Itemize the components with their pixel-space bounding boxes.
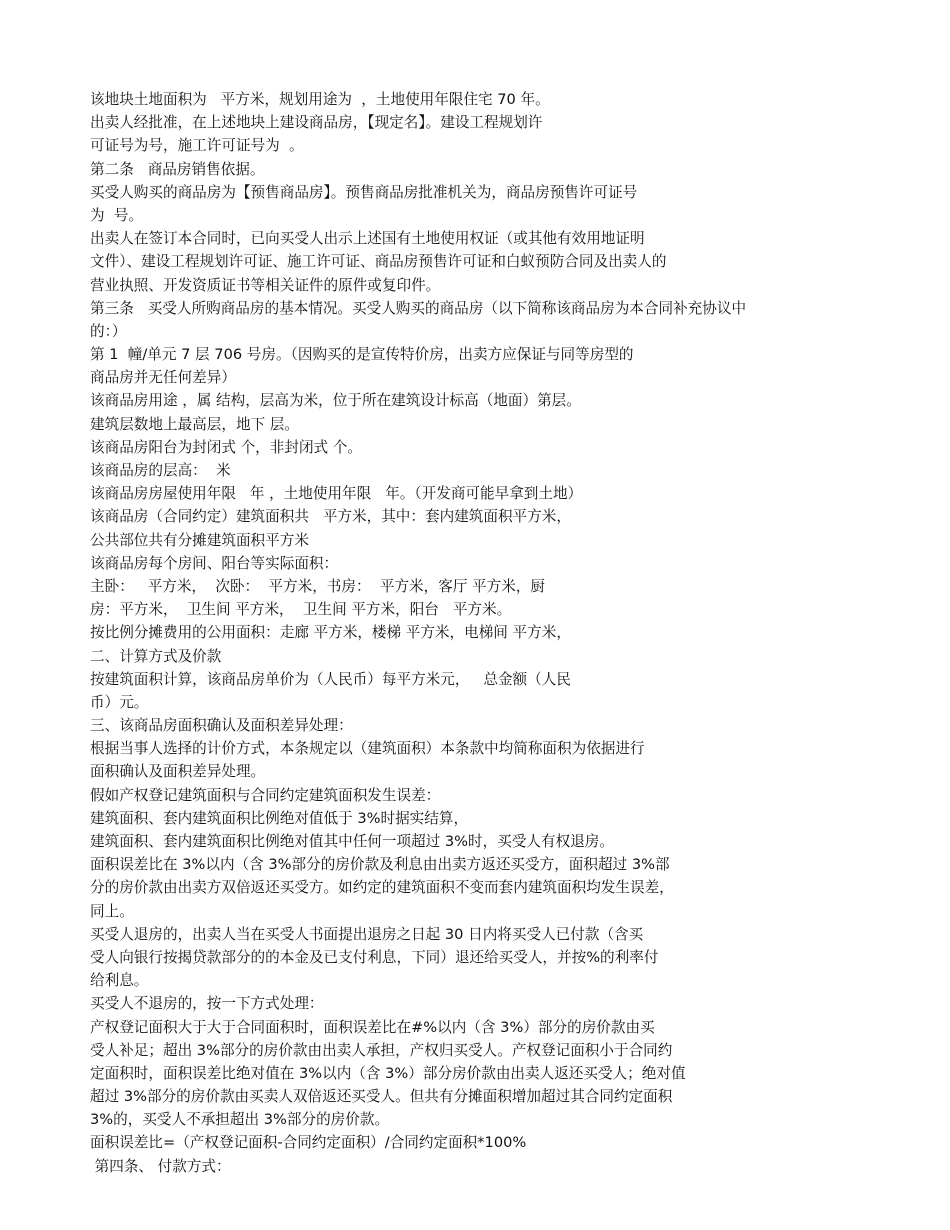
text-line: 商品房并无任何差异） (90, 369, 236, 387)
text-line: 定面积时，面积误差比绝对值在 3%以内（含 3%）部分房价款由出卖人返还买受人；绝对值 (90, 1064, 686, 1082)
text-line: 买受人不退房的，按一下方式处理： (90, 995, 324, 1013)
text-line: 面积确认及面积差异处理。 (90, 763, 266, 781)
text-line: 出卖人在签订本合同时，已向买受人出示上述国有土地使用权证（或其他有效用地证明 (90, 230, 645, 248)
section-heading: 第三条 买受人所购商品房的基本情况。买受人购买的商品房（以下简称该商品房为本合同补充协议中 (90, 299, 747, 317)
text-line: 受人向银行按揭贷款部分的的本金及已支付利息，下同）退还给买受人，并按%的利率付 (90, 948, 659, 966)
text-line: 公共部位共有分摊建筑面积平方米 (90, 531, 309, 549)
text-line: 超过 3%部分的房价款由买卖人双倍返还买受人。但共有分摊面积增加超过其合同约定面积 (90, 1088, 673, 1106)
section-heading: 第四条、 付款方式： (90, 1157, 231, 1175)
text-line: 建筑面积、套内建筑面积比例绝对值低于 3%时据实结算， (90, 809, 469, 827)
text-line: 该地块土地面积为 平方米，规划用途为 ，土地使用年限住宅 70 年。 (90, 91, 550, 108)
text-line: 假如产权登记建筑面积与合同约定建筑面积发生误差： (90, 786, 441, 804)
text-line: 该商品房用途 ，属 结构，层高为米，位于所在建筑设计标高（地面）第层。 (90, 392, 581, 410)
text-line: 该商品房房屋使用年限 年 ，土地使用年限 年。（开发商可能早拿到土地） (90, 485, 583, 503)
text-line: 为 号。 (90, 206, 144, 224)
text-line: 给利息。 (90, 972, 149, 990)
section-heading: 二、计算方式及价款 (90, 647, 222, 665)
text-line: 该商品房每个房间、阳台等实际面积： (90, 554, 339, 572)
text-line: 分的房价款由出卖方双倍返还买受方。如约定的建筑面积不变而套内建筑面积均发生误差， (90, 879, 674, 897)
text-line: 的：） (90, 322, 127, 340)
text-line: 第 1 幢/单元 7 层 706 号房。（因购买的是宣传特价房，出卖方应保证与同等房型的 (90, 346, 634, 364)
text-line: 买受人购买的商品房为【预售商品房】。预售商品房批准机关为，商品房预售许可证号 (90, 183, 638, 201)
section-heading: 三、该商品房面积确认及面积差异处理： (90, 717, 353, 735)
text-line: 该商品房的层高： 米 (90, 462, 231, 479)
text-line: 房：平方米， 卫生间 平方米， 卫生间 平方米，阳台 平方米。 (90, 601, 512, 619)
text-line: 该商品房（合同约定）建筑面积共 平方米，其中：套内建筑面积平方米， (90, 508, 571, 526)
formula-line: 面积误差比=（产权登记面积-合同约定面积）/合同约定面积*100% (90, 1134, 527, 1152)
text-line: 买受人退房的，出卖人当在买受人书面提出退房之日起 30 日内将买受人已付款（含买 (90, 925, 644, 943)
section-heading: 第二条 商品房销售依据。 (90, 160, 265, 178)
text-line: 产权登记面积大于大于合同面积时，面积误差比在#%以内（含 3%）部分的房价款由买 (90, 1018, 655, 1036)
text-line: 币）元。 (90, 693, 149, 711)
text-line: 营业执照、开发资质证书等相关证件的原件或复印件。 (90, 276, 441, 294)
text-line: 建筑面积、套内建筑面积比例绝对值其中任何一项超过 3%时，买受人有权退房。 (90, 833, 614, 850)
text-line: 建筑层数地上最高层，地下 层。 (90, 415, 299, 433)
document-body (90, 88, 920, 1178)
text-line: 根据当事人选择的计价方式，本条规定以（建筑面积）本条款中均简称面积为依据进行 (90, 740, 645, 758)
text-line: 受人补足；超出 3%部分的房价款由出卖人承担，产权归买受人。产权登记面积小于合同约 (90, 1041, 673, 1059)
text-line: 按建筑面积计算，该商品房单价为（人民币）每平方米元， 总金额（人民 (90, 670, 571, 688)
text-line: 3%的，买受人不承担超出 3%部分的房价款。 (90, 1111, 390, 1129)
text-line: 面积误差比在 3%以内（含 3%部分的房价款及利息由出卖方返还买受方，面积超过 3%部 (90, 856, 670, 874)
text-line: 按比例分摊费用的公用面积：走廊 平方米，楼梯 平方米，电梯间 平方米， (90, 624, 571, 642)
text-line: 可证号为号，施工许可证号为 。 (90, 137, 304, 155)
text-line: 同上。 (90, 902, 134, 920)
text-line: 文件）、建设工程规划许可证、施工许可证、商品房预售许可证和白蚁预防合同及出卖人的 (90, 253, 667, 271)
text-line: 该商品房阳台为封闭式 个，非封闭式 个。 (90, 438, 362, 456)
text-line: 出卖人经批准，在上述地块上建设商品房，【现定名】。建设工程规划许 (90, 114, 543, 132)
text-line: 主卧： 平方米， 次卧： 平方米，书房： 平方米，客厅 平方米，厨 (90, 577, 546, 595)
